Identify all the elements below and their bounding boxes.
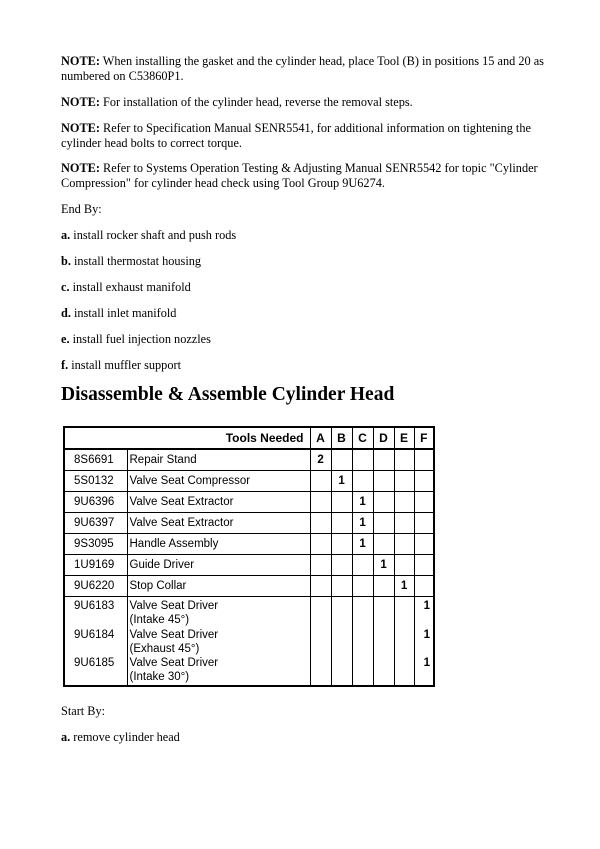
qty-f-group — [414, 597, 434, 686]
table-row — [64, 576, 434, 597]
header-col-f: F — [414, 427, 434, 449]
step-label: e. — [61, 332, 70, 346]
qty-d — [373, 597, 394, 686]
step-label: a. — [61, 228, 71, 242]
table-row — [64, 534, 434, 555]
tool-name-detail: (Intake 30°) — [129, 671, 190, 684]
table-row — [64, 492, 434, 513]
qty-b — [331, 449, 352, 471]
note-text: Refer to Systems Operation Testing & Adjusting Manual SENR5542 for topic "Cylinder Compression" for cylinder head check using Tool Group 9U6274. — [61, 161, 538, 190]
end-by-step — [61, 254, 551, 269]
qty-e — [394, 555, 414, 576]
qty-d — [373, 492, 394, 513]
note-text: Refer to Specification Manual SENR5541, for additional information on tightening the cylinder head bolts to correct torque. — [61, 121, 531, 150]
step-text: install exhaust manifold — [69, 280, 191, 294]
qty-f — [414, 471, 434, 492]
tool-name: Valve Seat Driver — [129, 628, 219, 641]
qty-a — [310, 534, 331, 555]
qty-e — [394, 597, 414, 686]
qty-f — [414, 534, 434, 555]
qty-e — [394, 513, 414, 534]
qty-e — [394, 471, 414, 492]
step-text: install thermostat housing — [70, 254, 202, 268]
note-label: NOTE: — [61, 54, 100, 68]
part-number: 9U6397 — [64, 513, 127, 534]
part-number-group — [64, 597, 127, 686]
qty-b — [331, 513, 352, 534]
qty-a — [310, 597, 331, 686]
qty-b — [331, 534, 352, 555]
qty-c: 1 — [352, 513, 373, 534]
tool-name-group — [127, 597, 310, 686]
part-number: 9U6184 — [74, 628, 115, 641]
header-col-d: D — [373, 427, 394, 449]
qty-e — [394, 449, 414, 471]
part-number: 5S0132 — [64, 471, 127, 492]
header-tools-needed: Tools Needed — [64, 427, 310, 449]
note-text: When installing the gasket and the cylinder head, place Tool (B) in positions 15 and 20 as numbered on C53860P1. — [61, 54, 544, 83]
tool-name: Stop Collar — [127, 576, 310, 597]
step-label: c. — [61, 280, 70, 294]
qty-b: 1 — [331, 471, 352, 492]
end-by-step — [61, 358, 551, 373]
end-by-step — [61, 228, 551, 243]
qty-c: 1 — [352, 534, 373, 555]
table-row-valve-seat-drivers — [64, 597, 434, 686]
step-text: install muffler support — [68, 358, 181, 372]
note-label: NOTE: — [61, 95, 100, 109]
part-number: 9U6185 — [74, 657, 115, 670]
tool-name: Handle Assembly — [127, 534, 310, 555]
tool-name-detail: (Intake 45°) — [129, 614, 190, 627]
qty-f — [414, 492, 434, 513]
tool-name: Valve Seat Extractor — [127, 513, 310, 534]
step-label: a. — [61, 730, 71, 744]
table-row — [64, 471, 434, 492]
end-by-step — [61, 332, 551, 347]
tool-name: Guide Driver — [127, 555, 310, 576]
header-col-a: A — [310, 427, 331, 449]
header-col-e: E — [394, 427, 414, 449]
qty-f — [414, 513, 434, 534]
step-text: install inlet manifold — [70, 306, 177, 320]
qty-e — [394, 534, 414, 555]
tool-name: Valve Seat Driver — [129, 600, 219, 612]
note-label: NOTE: — [61, 161, 100, 175]
step-text: install rocker shaft and push rods — [70, 228, 237, 242]
qty-b — [331, 555, 352, 576]
part-number: 9U6183 — [74, 600, 115, 612]
step-label: f. — [61, 358, 69, 372]
step-label: d. — [61, 306, 71, 320]
qty-c — [352, 576, 373, 597]
section-title: Disassemble & Assemble Cylinder Head — [61, 384, 395, 405]
note-systems-operation — [61, 161, 551, 191]
qty-a — [310, 555, 331, 576]
note-gasket — [61, 54, 551, 84]
qty-e: 1 — [394, 576, 414, 597]
header-col-b: B — [331, 427, 352, 449]
step-text: install fuel injection nozzles — [69, 332, 211, 346]
start-by-step — [61, 730, 551, 745]
note-text: For installation of the cylinder head, reverse the removal steps. — [99, 95, 413, 109]
qty-b — [331, 597, 352, 686]
tools-needed-table — [63, 426, 435, 687]
part-number: 9S3095 — [64, 534, 127, 555]
tool-name: Valve Seat Driver — [129, 657, 219, 670]
end-by-heading: End By: — [61, 202, 102, 216]
qty-a — [310, 471, 331, 492]
qty-c — [352, 555, 373, 576]
header-col-c: C — [352, 427, 373, 449]
qty-c — [352, 597, 373, 686]
qty-d — [373, 534, 394, 555]
note-specification-manual — [61, 121, 551, 151]
table-header-row — [64, 427, 434, 449]
qty-a — [310, 513, 331, 534]
table-row — [64, 513, 434, 534]
qty-a — [310, 576, 331, 597]
end-by-step — [61, 280, 551, 295]
qty-c — [352, 449, 373, 471]
part-number: 8S6691 — [64, 449, 127, 471]
part-number: 9U6220 — [64, 576, 127, 597]
qty-e — [394, 492, 414, 513]
step-text: remove cylinder head — [70, 730, 180, 744]
qty-d — [373, 471, 394, 492]
qty-f — [414, 555, 434, 576]
note-label: NOTE: — [61, 121, 100, 135]
table-row — [64, 449, 434, 471]
qty-c — [352, 471, 373, 492]
step-label: b. — [61, 254, 71, 268]
qty-c: 1 — [352, 492, 373, 513]
table-row — [64, 555, 434, 576]
part-number: 1U9169 — [64, 555, 127, 576]
start-by-heading: Start By: — [61, 704, 106, 718]
qty-b — [331, 576, 352, 597]
qty-f — [414, 576, 434, 597]
qty-f: 1 — [423, 628, 431, 641]
tool-name-detail: (Exhaust 45°) — [129, 642, 200, 655]
qty-f: 1 — [423, 657, 431, 670]
qty-a — [310, 492, 331, 513]
note-reverse-removal — [61, 95, 551, 110]
qty-d — [373, 513, 394, 534]
tool-name: Valve Seat Extractor — [127, 492, 310, 513]
qty-f: 1 — [423, 600, 431, 612]
qty-b — [331, 492, 352, 513]
tool-name: Valve Seat Compressor — [127, 471, 310, 492]
end-by-step — [61, 306, 551, 321]
qty-f — [414, 449, 434, 471]
tool-name: Repair Stand — [127, 449, 310, 471]
qty-d: 1 — [373, 555, 394, 576]
qty-a: 2 — [310, 449, 331, 471]
qty-d — [373, 576, 394, 597]
part-number: 9U6396 — [64, 492, 127, 513]
qty-d — [373, 449, 394, 471]
